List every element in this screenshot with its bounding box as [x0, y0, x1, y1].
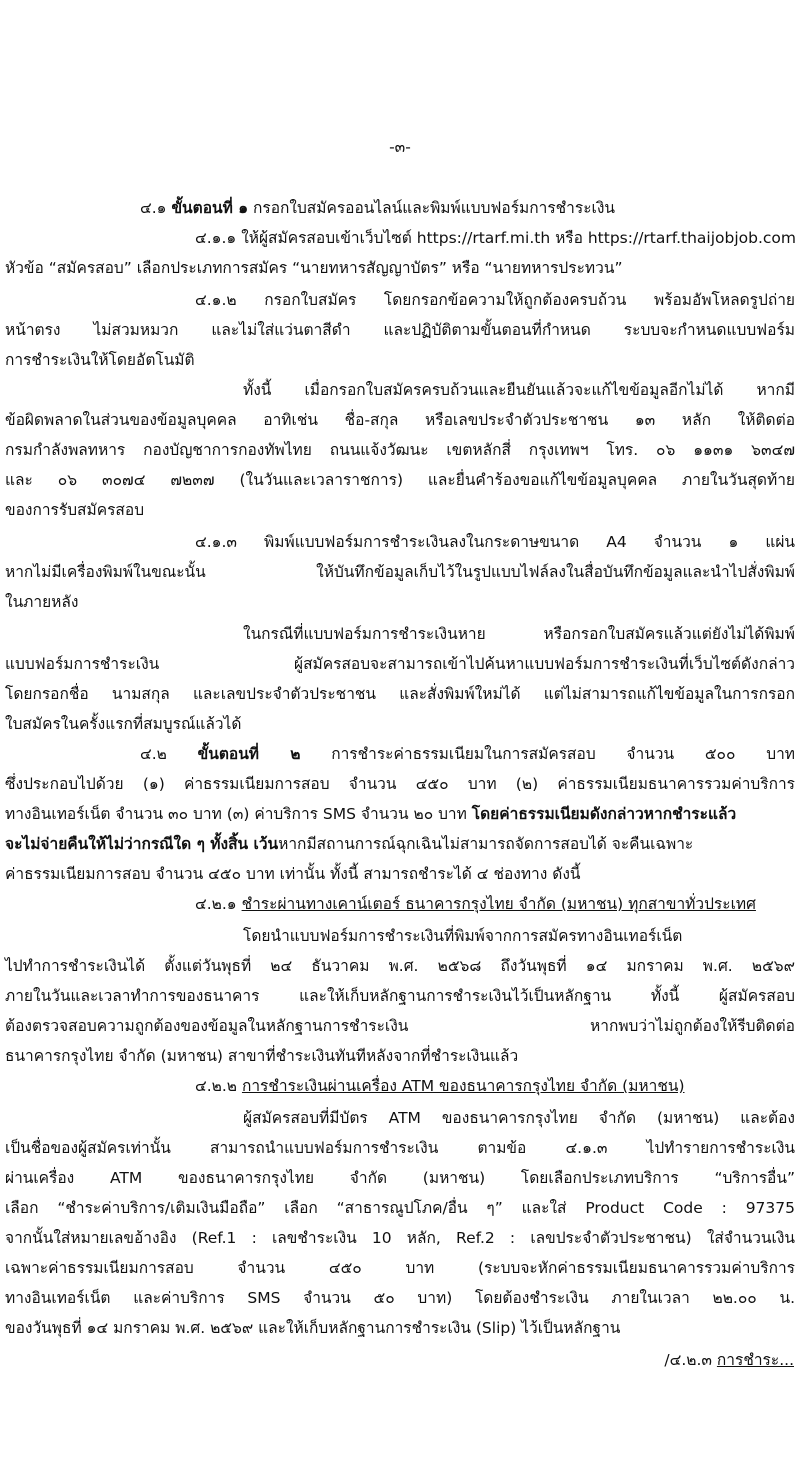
p422-title: การชำระเงินผ่านเครื่อง ATM ของธนาคารกรุงไทย จำกัด (มหาชน) — [241, 1077, 685, 1095]
step2-number: ๔.๒ — [140, 745, 167, 763]
step2-line-3-bold: โดยค่าธรรมเนียมดังกล่าวหากชำระแล้ว — [471, 805, 737, 823]
p412-note-line-5: ของการรับสมัครสอบ — [5, 501, 145, 519]
step2-line-3 — [5, 804, 736, 824]
p412-note-line-1: ทั้งนี้ เมื่อกรอกใบสมัครครบถ้วนและยืนยันแล้วจะแก้ไขข้อมูลอีกไม่ได้ หากมี — [243, 381, 795, 399]
step2-line-2: ซึ่งประกอบไปด้วย (๑) ค่าธรรมเนียมการสอบ จำนวน ๔๕๐ บาท (๒) ค่าธรรมเนียมธนาคารรวมค่าบริการ — [5, 775, 795, 793]
p413-line-3: ในภายหลัง — [5, 593, 79, 611]
step2-line-3-plain: ทางอินเทอร์เน็ต จำนวน ๓๐ บาท (๓) ค่าบริการ SMS จำนวน ๒๐ บาท — [5, 805, 472, 823]
p421-line-4: ต้องตรวจสอบความถูกต้องของข้อมูลในหลักฐานการชำระเงิน หากพบว่าไม่ถูกต้องให้รีบติดต่อ — [5, 1017, 795, 1035]
p412-note-line-3: กรมกำลังพลทหาร กองบัญชาการกองทัพไทย ถนนแจ้งวัฒนะ เขตหลักสี่ กรุงเทพฯ โทร. ๐๖ ๑๑๓๑ ๖๓๔๗ — [5, 441, 795, 459]
p422-line-6: เฉพาะค่าธรรมเนียมการสอบ จำนวน ๔๕๐ บาท (ระบบจะหักค่าธรรมเนียมธนาคารรวมค่าบริการ — [5, 1259, 795, 1277]
p413-note-line-3: โดยกรอกชื่อ นามสกุล และเลขประจำตัวประชาชน และสั่งพิมพ์ใหม่ได้ แต่ไม่สามารถแก้ไขข้อมูลในการกรอก — [5, 685, 795, 703]
p421-number: ๔.๒.๑ — [195, 895, 242, 913]
p411-line-1: ๔.๑.๑ ให้ผู้สมัครสอบเข้าเว็บไซต์ https://rtarf.mi.th หรือ https://rtarf.thaijobjob.com — [195, 229, 796, 247]
p422-line-1: ผู้สมัครสอบที่มีบัตร ATM ของธนาคารกรุงไทย จำกัด (มหาชน) และต้อง — [243, 1109, 795, 1127]
p413-note-line-4: ใบสมัครในครั้งแรกที่สมบูรณ์แล้วได้ — [5, 715, 242, 733]
step1-number: ๔.๑ — [140, 199, 167, 217]
p412-line-2: หน้าตรง ไม่สวมหมวก และไม่ใส่แว่นตาสีดำ และปฏิบัติตามขั้นตอนที่กำหนด ระบบจะกำหนดแบบฟอร์ม — [5, 321, 795, 339]
step2-line-5: ค่าธรรมเนียมการสอบ จำนวน ๔๕๐ บาท เท่านั้น ทั้งนี้ สามารถชำระได้ ๔ ช่องทาง ดังนี้ — [5, 865, 581, 883]
p411-line-2: หัวข้อ “สมัครสอบ” เลือกประเภทการสมัคร “นายทหารสัญญาบัตร” หรือ “นายทหารประทวน” — [5, 259, 623, 277]
p413-line-1: ๔.๑.๓ พิมพ์แบบฟอร์มการชำระเงินลงในกระดาษขนาด A4 จำนวน ๑ แผ่น — [195, 533, 795, 551]
p421-title: ชำระผ่านทางเคาน์เตอร์ ธนาคารกรุงไทย จำกัด (มหาชน) ทุกสาขาทั่วประเทศ — [241, 895, 756, 913]
p412-line-3: การชำระเงินให้โดยอัตโนมัติ — [5, 351, 195, 369]
p422-line-7: ทางอินเทอร์เน็ต และค่าบริการ SMS จำนวน ๕๐ บาท) โดยต้องชำระเงิน ภายในเวลา ๒๒.๐๐ น. — [5, 1289, 795, 1307]
page-number: -๓- — [389, 138, 411, 156]
continuation-label: การชำระ... — [716, 1351, 794, 1369]
p422-line-2: เป็นชื่อของผู้สมัครเท่านั้น สามารถนำแบบฟอร์มการชำระเงิน ตามข้อ ๔.๑.๓ ไปทำรายการชำระเงิน — [5, 1139, 795, 1157]
step2-label: ขั้นตอนที่ ๒ — [197, 745, 301, 763]
step2-title: การชำระค่าธรรมเนียมในการสมัครสอบ จำนวน ๕๐๐ บาท — [300, 745, 795, 763]
p413-note-line-2: แบบฟอร์มการชำระเงิน ผู้สมัครสอบจะสามารถเข้าไปค้นหาแบบฟอร์มการชำระเงินที่เว็บไซต์ดังกล่าว — [5, 655, 795, 673]
p421-heading — [195, 894, 756, 914]
p412-line-1: ๔.๑.๒ กรอกใบสมัคร โดยกรอกข้อความให้ถูกต้องครบถ้วน พร้อมอัพโหลดรูปถ่าย — [195, 291, 795, 309]
step1-label: ขั้นตอนที่ ๑ — [171, 199, 249, 217]
p413-line-2: หากไม่มีเครื่องพิมพ์ในขณะนั้น ให้บันทึกข้อมูลเก็บไว้ในรูปแบบไฟล์ลงในสื่อบันทึกข้อมูลและนำไปสั่งพิมพ์ — [5, 563, 795, 581]
p421-line-1: โดยนำแบบฟอร์มการชำระเงินที่พิมพ์จากการสมัครทางอินเทอร์เน็ต — [243, 927, 683, 945]
step2-line-4-bold: จะไม่จ่ายคืนให้ไม่ว่ากรณีใด ๆ ทั้งสิ้น เว้น — [5, 835, 279, 853]
step2-heading — [140, 744, 795, 764]
p421-line-5: ธนาคารกรุงไทย จำกัด (มหาชน) สาขาที่ชำระเงินทันทีหลังจากที่ชำระเงินแล้ว — [5, 1047, 519, 1065]
p422-line-4: เลือก “ชำระค่าบริการ/เติมเงินมือถือ” เลือก “สาธารณูปโภค/อื่น ๆ” และใส่ Product Code : 97375 — [5, 1199, 795, 1217]
continuation-prefix: /๔.๒.๓ — [664, 1351, 717, 1369]
p413-note-line-1: ในกรณีที่แบบฟอร์มการชำระเงินหาย หรือกรอกใบสมัครแล้วแต่ยังไม่ได้พิมพ์ — [243, 625, 795, 643]
p422-line-8: ของวันพุธที่ ๑๔ มกราคม พ.ศ. ๒๕๖๙ และให้เก็บหลักฐานการชำระเงิน (Slip) ไว้เป็นหลักฐาน — [5, 1319, 621, 1337]
p421-line-2: ไปทำการชำระเงินได้ ตั้งแต่วันพุธที่ ๒๔ ธันวาคม พ.ศ. ๒๕๖๘ ถึงวันพุธที่ ๑๔ มกราคม พ.ศ. ๒๕๖๙ — [5, 957, 795, 975]
step1-title: กรอกใบสมัครออนไลน์และพิมพ์แบบฟอร์มการชำระเงิน — [248, 199, 615, 217]
continuation-marker — [664, 1350, 794, 1370]
p412-note-line-4: และ ๐๖ ๓๐๗๔ ๗๒๓๗ (ในวันและเวลาราชการ) และยื่นคำร้องขอแก้ไขข้อมูลบุคคล ภายในวันสุดท้าย — [5, 471, 795, 489]
p422-number: ๔.๒.๒ — [195, 1077, 242, 1095]
p412-note-line-2: ข้อผิดพลาดในส่วนของข้อมูลบุคคล อาทิเช่น ชื่อ-สกุล หรือเลขประจำตัวประชาชน ๑๓ หลัก ให้ติดต่อ — [5, 411, 795, 429]
step2-line-4-plain: หากมีสถานการณ์ฉุกเฉินไม่สามารถจัดการสอบได้ จะคืนเฉพาะ — [278, 835, 694, 853]
p422-line-3: ผ่านเครื่อง ATM ของธนาคารกรุงไทย จำกัด (มหาชน) โดยเลือกประเภทบริการ “บริการอื่น” — [5, 1169, 795, 1187]
step2-line-4 — [5, 834, 693, 854]
p422-heading — [195, 1076, 685, 1096]
p422-line-5: จากนั้นใส่หมายเลขอ้างอิง (Ref.1 : เลขชำระเงิน 10 หลัก, Ref.2 : เลขประจำตัวประชาชน) ใส่จำนวนเงิน — [5, 1229, 795, 1247]
step1-heading — [140, 198, 615, 218]
p421-line-3: ภายในวันและเวลาทำการของธนาคาร และให้เก็บหลักฐานการชำระเงินไว้เป็นหลักฐาน ทั้งนี้ ผู้สมัครสอบ — [5, 987, 795, 1005]
